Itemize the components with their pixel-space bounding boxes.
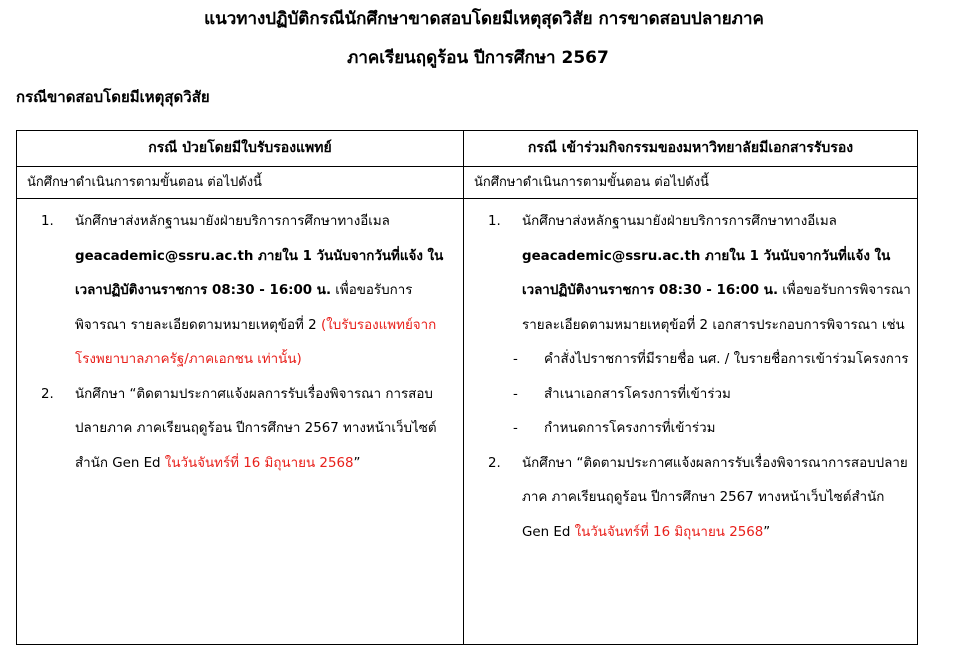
document-bullet [464,343,917,378]
section-heading: กรณีขาดสอบโดยมีเหตุสุดวิสัย [16,88,210,106]
announcement-date: ในวันจันทร์ที่ 16 มิถุนายน 2568 [164,455,354,471]
announcement-date: ในวันจันทร์ที่ 16 มิถุนายน 2568 [574,524,764,540]
right-step-2 [464,447,917,551]
step-text: นักศึกษา “ติดตามประกาศแจ้งผลการรับเรื่องพิจารณา การสอบปลายภาค ภาคเรียนฤดูร้อน ปีการศึกษา 2567 ทางหน้าเว็บไซต์สำนัก Gen Ed [75,386,437,471]
bullet-text: สำเนาเอกสารโครงการที่เข้าร่วม [544,386,731,402]
bullet-dash: - [513,386,518,402]
left-body [17,199,464,645]
step-text: นักศึกษาส่งหลักฐานมายังฝ่ายบริการการศึกษาทางอีเมล [75,214,390,229]
step-number: 1. [41,214,54,229]
bullet-dash: - [513,421,518,436]
document-bullet [464,412,917,447]
step-number: 1. [488,214,501,229]
header-row [17,131,918,167]
left-step-1 [17,205,463,378]
step-text-cont: เพื่อขอรับการพิจารณา รายละเอียดตามหมายเหตุข้อที่ 2 เอกสารประกอบการพิจารณา เช่น [522,283,911,333]
medical-certificate-note: (ใบรับรองแพทย์จากโรงพยาบาลภาครัฐ/ภาคเอกชน เท่านั้น) [75,317,437,367]
step-number: 2. [488,455,501,471]
left-step-2 [17,378,463,482]
bullet-text: คำสั่งไปราชการที่มีรายชื่อ นศ. / ใบรายชื่อการเข้าร่วมโครงการ [544,352,909,367]
step-text-cont: เพื่อขอรับการพิจารณา รายละเอียดตามหมายเหตุข้อที่ 2 [75,283,413,333]
document-title-line1: แนวทางปฏิบัติกรณีนักศึกษาขาดสอบโดยมีเหตุสุดวิสัย การขาดสอบปลายภาค [204,9,764,29]
bullet-dash: - [513,352,518,367]
closing-quote: ” [763,524,771,540]
right-column-header: กรณี เข้าร่วมกิจกรรมของมหาวิทยาลัยมีเอกสารรับรอง [464,131,918,167]
body-row [17,199,918,645]
left-intro: นักศึกษาดำเนินการตามขั้นตอน ต่อไปดังนี้ [17,167,464,199]
closing-quote: ” [353,455,361,471]
document-bullet [464,378,917,413]
intro-row [17,167,918,199]
right-step-1 [464,205,917,343]
left-column-header: กรณี ป่วยโดยมีใบรับรองแพทย์ [17,131,464,167]
email-deadline-text: geacademic@ssru.ac.th ภายใน 1 วันนับจากวันที่แจ้ง ในเวลาปฏิบัติงานราชการ 08:30 - 16:00 น. [75,248,444,298]
bullet-text: กำหนดการโครงการที่เข้าร่วม [544,421,716,436]
document-title-line2: ภาคเรียนฤดูร้อน ปีการศึกษา 2567 [347,48,609,68]
email-deadline-text: geacademic@ssru.ac.th ภายใน 1 วันนับจากวันที่แจ้ง ในเวลาปฏิบัติงานราชการ 08:30 - 16:00 น. [522,248,891,298]
step-text: นักศึกษาส่งหลักฐานมายังฝ่ายบริการการศึกษาทางอีเมล [522,214,837,229]
step-number: 2. [41,386,54,402]
step-text: นักศึกษา “ติดตามประกาศแจ้งผลการรับเรื่องพิจารณาการสอบปลายภาค ภาคเรียนฤดูร้อน ปีการศึกษา 2567 ทางหน้าเว็บไซต์สำนัก Gen Ed [522,455,908,540]
guideline-table [16,130,918,645]
right-intro: นักศึกษาดำเนินการตามขั้นตอน ต่อไปดังนี้ [464,167,918,199]
right-body [464,199,918,645]
